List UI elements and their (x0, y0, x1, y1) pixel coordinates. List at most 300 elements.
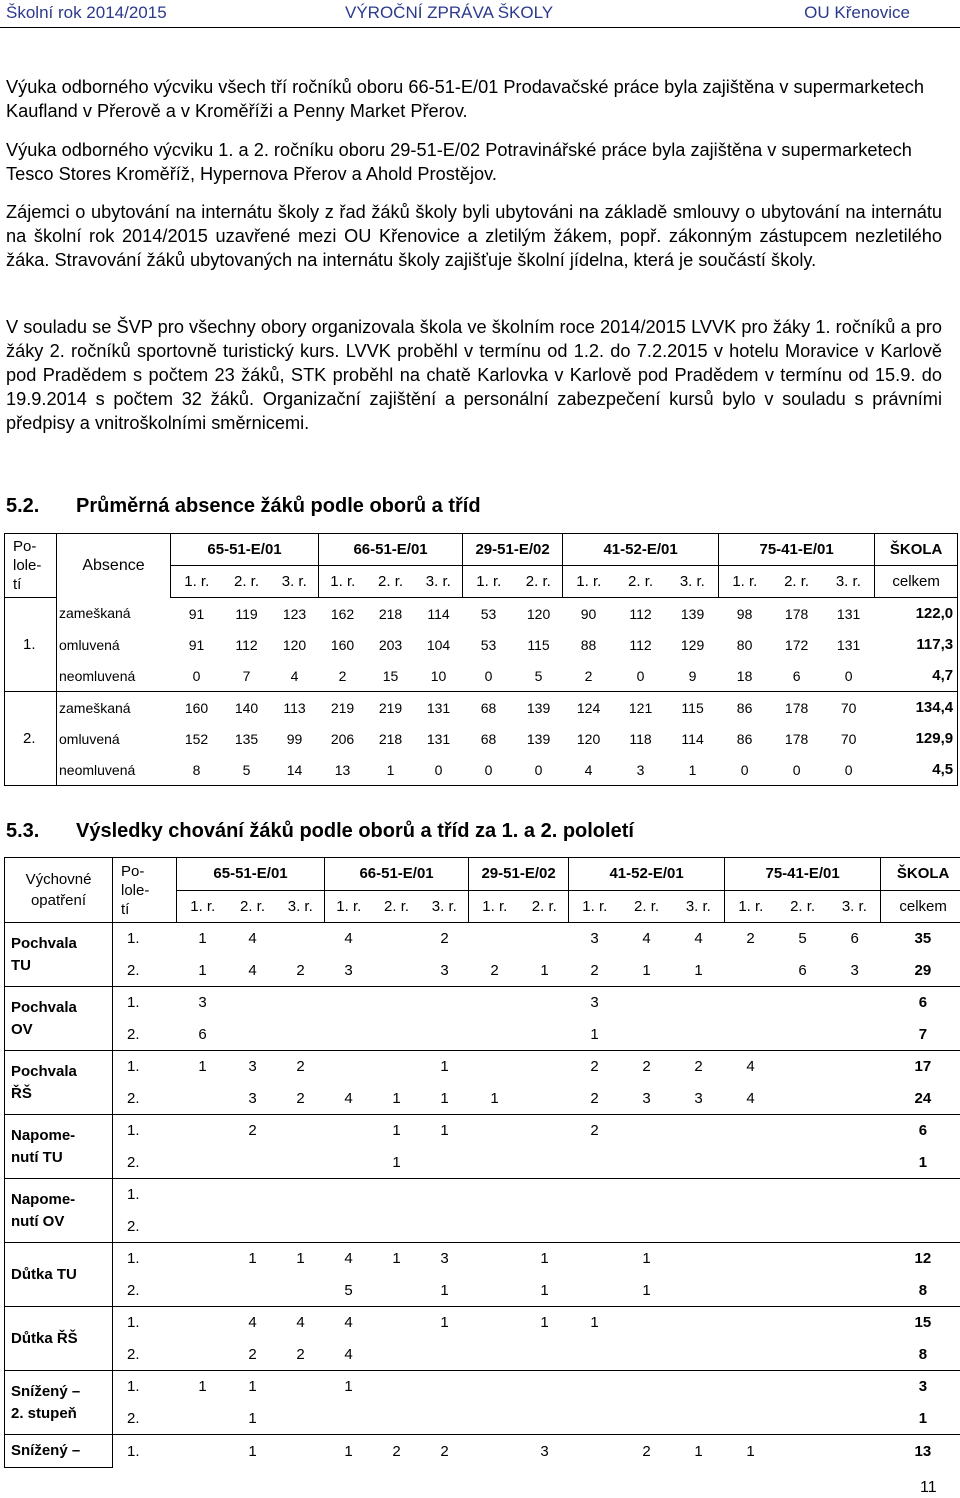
behavior-value-cell: 2 (248, 1345, 257, 1363)
behavior-value-cell: 2 (621, 1051, 673, 1083)
behavior-value-cell (621, 1211, 673, 1243)
absence-value-cell: 0 (515, 754, 563, 786)
absence-value-cell: 218 (378, 605, 403, 622)
behavior-table (4, 857, 960, 1468)
behavior-value-cell: 3 (850, 961, 859, 979)
behavior-value-cell (421, 1339, 469, 1371)
behavior-value-cell: 1 (490, 1089, 499, 1107)
absence-value-cell: 70 (840, 699, 857, 716)
behavior-value-cell (469, 1403, 521, 1435)
behavior-value-cell (829, 987, 881, 1019)
behavior-value-cell (673, 1019, 725, 1051)
behavior-value-cell (673, 987, 725, 1019)
behavior-value-cell: 6 (829, 923, 881, 955)
absence-row-label: omluvená (59, 730, 120, 747)
behavior-obor-header: 29-51-E/02 (469, 858, 569, 891)
absence-value-cell: 120 (282, 636, 307, 653)
behavior-value-cell: 4 (344, 1089, 353, 1107)
behavior-value-cell (569, 1371, 621, 1403)
behavior-value-cell: 4 (229, 923, 277, 955)
paragraph-vycvik-prodavac: Výuka odborného výcviku všech tří ročníků oboru 66-51-E/01 Prodavačské práce byla zajištěna v supermarketech Kaufland v Přerově a v Kroměříži a Penny Market Přerov. (6, 77, 924, 121)
behavior-value-cell (521, 1115, 569, 1147)
behavior-data-row (5, 923, 960, 955)
behavior-value-cell (325, 1179, 373, 1211)
absence-value-cell: 135 (234, 730, 259, 747)
behavior-value-cell: 2 (590, 1089, 599, 1107)
absence-total-cell: 4,7 (875, 660, 958, 692)
absence-value-cell: 114 (427, 605, 450, 622)
behavior-value-cell: 1 (673, 1435, 725, 1468)
absence-value-cell: 0 (823, 754, 875, 786)
behavior-pololeti-cell: 2. (127, 961, 140, 979)
behavior-value-cell (725, 987, 777, 1019)
behavior-value-cell (621, 1403, 673, 1435)
absence-value-cell: 80 (736, 636, 753, 653)
behavior-data-row (5, 1307, 960, 1339)
behavior-rocnik-header: 3. r. (277, 890, 325, 923)
absence-value-cell: 14 (271, 754, 319, 786)
behavior-value-cell (469, 987, 521, 1019)
absence-value-cell: 88 (580, 636, 597, 653)
behavior-value-cell (469, 1019, 521, 1051)
absence-value-cell: 91 (188, 636, 205, 653)
behavior-value-cell: 5 (344, 1281, 353, 1299)
behavior-value-cell (521, 1211, 569, 1243)
absence-row-label: zameškaná (59, 605, 131, 622)
behavior-data-row (5, 1115, 960, 1147)
behavior-value-cell: 2 (590, 961, 599, 979)
behavior-value-cell (469, 1115, 521, 1147)
section-title-absence: Průměrná absence žáků podle oborů a tříd (76, 495, 481, 517)
absence-value-cell: 0 (415, 754, 463, 786)
behavior-value-cell: 1 (198, 961, 207, 979)
absence-rocnik-header: 2. r. (223, 566, 271, 598)
absence-rocnik-header: 3. r. (667, 566, 719, 598)
absence-rocnik-header: 1. r. (563, 566, 615, 598)
behavior-value-cell (621, 1147, 673, 1179)
behavior-value-cell: 2 (296, 961, 305, 979)
behavior-value-cell: 1 (177, 923, 229, 955)
absence-total-cell: 134,4 (875, 692, 958, 724)
absence-value-cell: 104 (426, 636, 451, 653)
behavior-value-cell (673, 1243, 725, 1275)
behavior-data-row (5, 1275, 960, 1307)
behavior-value-cell (325, 1147, 373, 1179)
absence-value-cell: 162 (330, 605, 355, 622)
behavior-value-cell (421, 1147, 469, 1179)
behavior-value-cell (469, 1307, 521, 1339)
behavior-pololeti-cell: 2. (127, 1345, 140, 1363)
behavior-value-cell (829, 1339, 881, 1371)
paragraph-kurzy: V souladu se ŠVP pro všechny obory organizovala škola ve školním roce 2014/2015 LVVK pro žáky 1. ročníků a pro žáky 2. ročníků sportovně turistický kurs. LVVK proběhl v termínu od 1.2. do 7.2.2015 v hotelu Moravice v Karlově pod Pradědem s počtem 23 žáků, STK proběhl na chatě Karlovka v Karlově pod Pradědem v termínu od 15.9. do 19.9.2014 s počtem 32 žáků. Organizační zajištění a personální zabezpečení kursů bylo v souladu s právními předpisy a vnitroškolními směrnicemi. (6, 317, 942, 433)
behavior-value-cell (177, 1179, 229, 1211)
behavior-value-cell (521, 923, 569, 955)
behavior-total-cell: 6 (881, 1115, 960, 1147)
behavior-value-cell: 4 (673, 923, 725, 955)
behavior-rocnik-header: 3. r. (421, 890, 469, 923)
behavior-value-cell (673, 1179, 725, 1211)
absence-value-cell: 112 (629, 636, 652, 653)
behavior-total-cell: 17 (881, 1051, 960, 1083)
behavior-value-cell: 1 (229, 1435, 277, 1468)
behavior-value-cell (229, 1179, 277, 1211)
absence-value-cell: 115 (681, 699, 704, 716)
behavior-data-row (5, 1147, 960, 1179)
absence-header-row-obory (5, 534, 958, 566)
absence-rocnik-header: 1. r. (171, 566, 223, 598)
behavior-value-cell (621, 1339, 673, 1371)
absence-rocnik-header: celkem (875, 566, 958, 598)
behavior-total-cell: 13 (881, 1435, 960, 1468)
absence-value-cell: 0 (823, 660, 875, 692)
behavior-value-cell: 2 (569, 1115, 621, 1147)
behavior-value-cell (521, 987, 569, 1019)
behavior-value-cell: 2 (421, 1435, 469, 1468)
absence-rocnik-header: 3. r. (271, 566, 319, 598)
absence-value-cell: 8 (171, 754, 223, 786)
behavior-value-cell (777, 1339, 829, 1371)
behavior-value-cell (621, 1115, 673, 1147)
behavior-value-cell (177, 1147, 229, 1179)
behavior-value-cell (725, 1243, 777, 1275)
absence-rocnik-header: 1. r. (319, 566, 367, 598)
behavior-value-cell: 4 (344, 1345, 353, 1363)
behavior-pololeti-cell: 2. (127, 1281, 140, 1299)
behavior-value-cell (725, 1275, 777, 1307)
absence-pololeti-header: Po- lole- tí (5, 534, 57, 598)
behavior-value-cell: 1 (521, 1307, 569, 1339)
behavior-value-cell: 3 (569, 923, 621, 955)
behavior-value-cell: 1 (373, 1243, 421, 1275)
behavior-value-cell (569, 1147, 621, 1179)
absence-obor-header: 41-52-E/01 (563, 534, 719, 566)
behavior-value-cell (673, 1147, 725, 1179)
behavior-value-cell: 3 (569, 987, 621, 1019)
behavior-value-cell (777, 1243, 829, 1275)
behavior-value-cell (725, 1115, 777, 1147)
behavior-opatreni-cell: Pochvala OV (5, 987, 113, 1051)
behavior-value-cell (325, 1051, 373, 1083)
behavior-value-cell (421, 1019, 469, 1051)
behavior-opatreni-cell: Důtka ŘŠ (5, 1307, 113, 1371)
absence-value-cell: 139 (680, 605, 705, 622)
absence-rocnik-header: 2. r. (771, 566, 823, 598)
behavior-value-cell: 1 (540, 961, 549, 979)
paragraph-internat: Zájemci o ubytování na internátu školy z řad žáků školy byli ubytováni na základě smlouvy o ubytování na internátu na školní rok 2014/2015 uzavřené mezi OU Křenovice a zletilým žákem, popř. zákonným zástupcem nezletilého žáka. Stravování žáků ubytovaných na internátu školy zajišťuje školní jídelna, která je součástí školy. (6, 202, 942, 270)
behavior-value-cell: 1 (392, 1089, 401, 1107)
behavior-value-cell (725, 1339, 777, 1371)
behavior-total-cell: 3 (881, 1371, 960, 1403)
behavior-pololeti-cell: 2. (127, 1217, 140, 1235)
behavior-value-cell (829, 1435, 881, 1468)
behavior-value-cell: 1 (229, 1243, 277, 1275)
absence-value-cell: 7 (223, 660, 271, 692)
behavior-value-cell: 2 (277, 1051, 325, 1083)
absence-data-row (5, 692, 958, 724)
behavior-value-cell (777, 1083, 829, 1115)
behavior-value-cell (277, 1147, 325, 1179)
behavior-value-cell: 4 (248, 961, 257, 979)
absence-value-cell: 203 (378, 636, 403, 653)
behavior-value-cell (373, 1275, 421, 1307)
behavior-value-cell: 1 (621, 1243, 673, 1275)
absence-value-cell: 70 (840, 730, 857, 747)
behavior-value-cell (621, 1179, 673, 1211)
behavior-value-cell: 3 (440, 961, 449, 979)
behavior-data-row (5, 1019, 960, 1051)
behavior-total-cell: 29 (881, 955, 960, 987)
section-title-chovani: Výsledky chování žáků podle oborů a tříd za 1. a 2. pololetí (76, 820, 634, 842)
absence-rocnik-header: 2. r. (515, 566, 563, 598)
behavior-total-cell: 12 (881, 1243, 960, 1275)
absence-rocnik-header: 2. r. (615, 566, 667, 598)
header-school-year: Školní rok 2014/2015 (6, 3, 167, 22)
behavior-pololeti-cell: 1. (113, 1435, 177, 1468)
behavior-value-cell (469, 1211, 521, 1243)
behavior-opatreni-cell: Pochvala TU (5, 923, 113, 987)
behavior-opatreni-cell: Snížený – (5, 1435, 113, 1468)
behavior-value-cell (621, 1019, 673, 1051)
behavior-value-cell: 6 (798, 961, 807, 979)
behavior-value-cell: 1 (392, 1153, 401, 1171)
behavior-total-cell: 1 (881, 1403, 960, 1435)
absence-value-cell: 120 (576, 730, 601, 747)
behavior-obor-header: 66-51-E/01 (325, 858, 469, 891)
behavior-pololeti-cell: 1. (113, 1179, 177, 1211)
absence-value-cell: 139 (526, 730, 551, 747)
behavior-value-cell: 4 (746, 1089, 755, 1107)
absence-value-cell: 53 (480, 636, 497, 653)
behavior-value-cell: 1 (540, 1281, 549, 1299)
behavior-rocnik-header: 2. r. (621, 890, 673, 923)
absence-type-header: Absence (57, 534, 171, 598)
behavior-value-cell (469, 923, 521, 955)
absence-value-cell: 2 (319, 660, 367, 692)
behavior-value-cell (777, 1211, 829, 1243)
behavior-value-cell (469, 1179, 521, 1211)
behavior-value-cell: 3 (177, 987, 229, 1019)
behavior-value-cell: 1 (590, 1025, 599, 1043)
behavior-total-cell (881, 1179, 960, 1211)
behavior-value-cell: 4 (621, 923, 673, 955)
behavior-value-cell (725, 1147, 777, 1179)
behavior-value-cell (373, 1019, 421, 1051)
behavior-value-cell (673, 1339, 725, 1371)
behavior-value-cell: 1 (325, 1371, 373, 1403)
absence-value-cell: 0 (771, 754, 823, 786)
behavior-value-cell (325, 1403, 373, 1435)
absence-value-cell: 178 (784, 605, 809, 622)
behavior-value-cell (421, 1211, 469, 1243)
absence-value-cell: 1 (667, 754, 719, 786)
behavior-value-cell: 6 (198, 1025, 207, 1043)
behavior-value-cell: 1 (642, 1281, 651, 1299)
behavior-obor-header: 75-41-E/01 (725, 858, 881, 891)
absence-value-cell: 1 (367, 754, 415, 786)
behavior-value-cell: 1 (521, 1243, 569, 1275)
behavior-value-cell (521, 1403, 569, 1435)
behavior-value-cell (777, 1307, 829, 1339)
behavior-value-cell: 3 (344, 961, 353, 979)
behavior-value-cell (829, 1403, 881, 1435)
behavior-value-cell (277, 1211, 325, 1243)
behavior-value-cell (829, 1019, 881, 1051)
behavior-value-cell: 2 (421, 923, 469, 955)
absence-value-cell: 129 (680, 636, 705, 653)
behavior-value-cell (725, 1019, 777, 1051)
behavior-data-row (5, 1051, 960, 1083)
absence-value-cell: 139 (526, 699, 551, 716)
behavior-value-cell (777, 1019, 829, 1051)
absence-value-cell: 4 (563, 754, 615, 786)
behavior-value-cell (777, 1147, 829, 1179)
behavior-value-cell: 4 (325, 1243, 373, 1275)
behavior-value-cell (277, 923, 325, 955)
behavior-opatreni-cell: Snížený – 2. stupeň (5, 1371, 113, 1435)
behavior-value-cell: 1 (421, 1051, 469, 1083)
behavior-value-cell (569, 1275, 621, 1307)
absence-value-cell: 206 (330, 730, 355, 747)
behavior-value-cell (569, 1435, 621, 1468)
behavior-value-cell (673, 1371, 725, 1403)
behavior-value-cell: 1 (725, 1435, 777, 1468)
behavior-value-cell (829, 1147, 881, 1179)
absence-data-row (5, 660, 958, 692)
behavior-rocnik-header: 1. r. (177, 890, 229, 923)
behavior-value-cell (777, 1371, 829, 1403)
behavior-opatreni-cell: Napome- nutí TU (5, 1115, 113, 1179)
behavior-value-cell (177, 1243, 229, 1275)
behavior-value-cell: 4 (325, 1307, 373, 1339)
page-header (0, 0, 960, 28)
behavior-rocnik-header: 2. r. (521, 890, 569, 923)
behavior-value-cell: 2 (673, 1051, 725, 1083)
behavior-data-row (5, 1339, 960, 1371)
absence-value-cell: 121 (628, 699, 653, 716)
behavior-total-cell: 1 (881, 1147, 960, 1179)
absence-value-cell: 112 (629, 605, 652, 622)
absence-obor-header: 29-51-E/02 (463, 534, 563, 566)
behavior-data-row (5, 1371, 960, 1403)
behavior-rocnik-header: 1. r. (725, 890, 777, 923)
behavior-value-cell (177, 1275, 229, 1307)
behavior-value-cell (469, 1339, 521, 1371)
behavior-data-row (5, 1435, 960, 1468)
behavior-value-cell (521, 1371, 569, 1403)
absence-value-cell: 0 (463, 754, 515, 786)
behavior-value-cell (373, 1403, 421, 1435)
behavior-pololeti-cell: 2. (127, 1025, 140, 1043)
absence-value-cell: 53 (480, 605, 497, 622)
behavior-value-cell (829, 1051, 881, 1083)
behavior-value-cell (469, 1275, 521, 1307)
behavior-value-cell (777, 987, 829, 1019)
behavior-value-cell (229, 1019, 277, 1051)
behavior-value-cell (829, 1243, 881, 1275)
behavior-value-cell: 2 (229, 1115, 277, 1147)
behavior-value-cell (373, 923, 421, 955)
behavior-value-cell: 2 (569, 1051, 621, 1083)
behavior-value-cell (373, 1051, 421, 1083)
behavior-value-cell (621, 987, 673, 1019)
paragraph-vycvik-potravinar: Výuka odborného výcviku 1. a 2. ročníku oboru 29-51-E/02 Potravinářské práce byla zajištěna v supermarketech Tesco Stores Kroměříž, Hypernova Přerov a Ahold Prostějov. (6, 140, 912, 184)
absence-value-cell: 160 (184, 699, 209, 716)
behavior-obor-header: ŠKOLA (881, 858, 960, 891)
absence-value-cell: 114 (681, 730, 704, 747)
absence-value-cell: 0 (463, 660, 515, 692)
behavior-value-cell (569, 1211, 621, 1243)
behavior-value-cell (229, 987, 277, 1019)
absence-value-cell: 15 (367, 660, 415, 692)
behavior-value-cell: 1 (440, 1281, 449, 1299)
behavior-total-cell (881, 1211, 960, 1243)
section-number-absence: 5.2. (6, 495, 40, 517)
absence-value-cell: 112 (235, 636, 258, 653)
behavior-value-cell (829, 1083, 881, 1115)
absence-value-cell: 131 (836, 636, 861, 653)
behavior-rocnik-header: 2. r. (373, 890, 421, 923)
page-number: 11 (920, 1479, 937, 1496)
behavior-total-cell: 15 (881, 1307, 960, 1339)
behavior-value-cell: 2 (621, 1435, 673, 1468)
absence-value-cell: 160 (330, 636, 355, 653)
behavior-value-cell: 2 (490, 961, 499, 979)
behavior-value-cell (829, 1275, 881, 1307)
behavior-value-cell (325, 1019, 373, 1051)
behavior-value-cell: 4 (229, 1307, 277, 1339)
absence-total-cell: 117,3 (875, 629, 958, 660)
behavior-value-cell (373, 987, 421, 1019)
absence-value-cell: 172 (784, 636, 809, 653)
header-report-title: VÝROČNÍ ZPRÁVA ŠKOLY (345, 3, 554, 22)
absence-value-cell: 4 (271, 660, 319, 692)
behavior-value-cell (177, 1307, 229, 1339)
behavior-total-cell: 8 (881, 1339, 960, 1371)
behavior-pololeti-header: Po- lole- tí (113, 858, 177, 923)
absence-value-cell: 124 (576, 699, 601, 716)
behavior-value-cell (469, 1435, 521, 1468)
absence-value-cell: 152 (184, 730, 209, 747)
absence-data-row (5, 723, 958, 754)
behavior-rocnik-header: 2. r. (229, 890, 277, 923)
behavior-value-cell (277, 1179, 325, 1211)
absence-value-cell: 2 (563, 660, 615, 692)
behavior-total-cell: 7 (881, 1019, 960, 1051)
absence-value-cell: 219 (330, 699, 355, 716)
absence-total-cell: 129,9 (875, 723, 958, 754)
behavior-rocnik-header: 1. r. (569, 890, 621, 923)
behavior-value-cell (469, 1051, 521, 1083)
behavior-value-cell (421, 987, 469, 1019)
behavior-value-cell (229, 1147, 277, 1179)
behavior-value-cell: 3 (694, 1089, 703, 1107)
behavior-total-cell: 35 (881, 923, 960, 955)
behavior-value-cell (521, 1179, 569, 1211)
behavior-value-cell (829, 1307, 881, 1339)
behavior-value-cell (829, 1179, 881, 1211)
absence-obor-header: 65-51-E/01 (171, 534, 319, 566)
behavior-value-cell: 4 (725, 1051, 777, 1083)
behavior-value-cell: 1 (421, 1115, 469, 1147)
header-divider (0, 27, 960, 28)
behavior-pololeti-cell: 1. (113, 1307, 177, 1339)
behavior-value-cell (725, 1211, 777, 1243)
behavior-obor-header: 41-52-E/01 (569, 858, 725, 891)
behavior-value-cell (277, 1371, 325, 1403)
behavior-data-row (5, 1083, 960, 1115)
absence-value-cell: 91 (188, 605, 205, 622)
behavior-data-row (5, 1243, 960, 1275)
